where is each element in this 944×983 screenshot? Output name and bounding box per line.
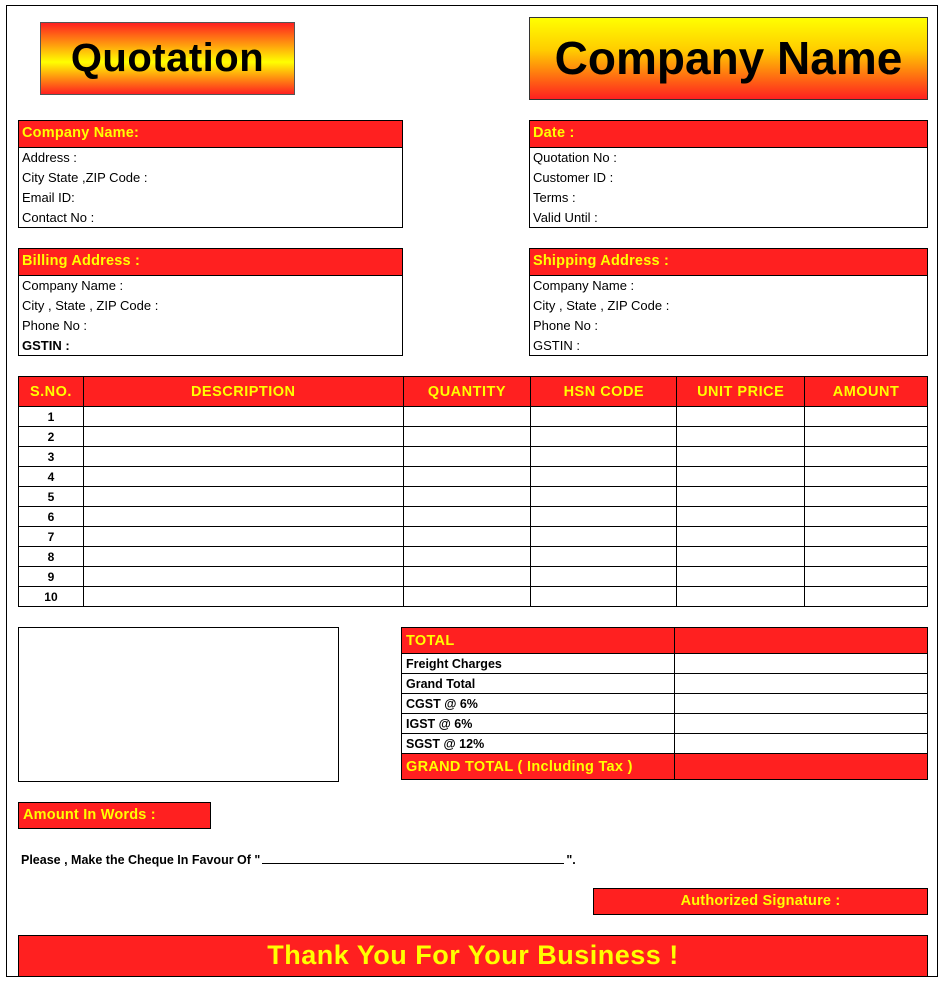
- row-sno: 1: [19, 407, 84, 427]
- row-amount[interactable]: [805, 407, 928, 427]
- row-quantity[interactable]: [403, 587, 531, 607]
- billing-company: Company Name :: [22, 278, 124, 293]
- row-description[interactable]: [83, 427, 403, 447]
- sgst-value[interactable]: [675, 734, 928, 754]
- row-description[interactable]: [83, 527, 403, 547]
- row-quantity[interactable]: [403, 447, 531, 467]
- quote-meta-box: [529, 120, 928, 228]
- seller-email: Email ID:: [22, 190, 75, 205]
- row-unit-price[interactable]: [677, 467, 805, 487]
- row-unit-price[interactable]: [677, 407, 805, 427]
- grand-total-row: [402, 674, 928, 694]
- row-unit-price[interactable]: [677, 507, 805, 527]
- grand-total-incl-tax-value[interactable]: [675, 754, 928, 780]
- row-amount[interactable]: [805, 527, 928, 547]
- freight-value[interactable]: [675, 654, 928, 674]
- total-label: TOTAL: [402, 628, 675, 654]
- row-description[interactable]: [83, 547, 403, 567]
- row-amount[interactable]: [805, 547, 928, 567]
- row-quantity[interactable]: [403, 467, 531, 487]
- date-heading: Date :: [530, 121, 927, 148]
- row-hsn-code[interactable]: [531, 567, 677, 587]
- table-row: [19, 567, 928, 587]
- company-name-title: Company Name: [529, 17, 928, 100]
- row-quantity[interactable]: [403, 427, 531, 447]
- row-hsn-code[interactable]: [531, 467, 677, 487]
- table-row: [19, 447, 928, 467]
- freight-row: [402, 654, 928, 674]
- grand-total-incl-tax-label: GRAND TOTAL ( Including Tax ): [402, 754, 675, 780]
- row-hsn-code[interactable]: [531, 507, 677, 527]
- grand-total-label: Grand Total: [402, 674, 675, 694]
- shipping-company: Company Name :: [533, 278, 635, 293]
- sgst-row: [402, 734, 928, 754]
- row-quantity[interactable]: [403, 567, 531, 587]
- row-description[interactable]: [83, 567, 403, 587]
- col-amount: AMOUNT: [805, 377, 928, 407]
- seller-city: City State ,ZIP Code :: [22, 170, 148, 185]
- shipping-gstin: GSTIN :: [533, 338, 580, 353]
- billing-city: City , State , ZIP Code :: [22, 298, 159, 313]
- col-description: DESCRIPTION: [83, 377, 403, 407]
- row-quantity[interactable]: [403, 507, 531, 527]
- billing-gstin: GSTIN :: [22, 338, 70, 353]
- seller-heading: Company Name:: [19, 121, 402, 148]
- valid-until: Valid Until :: [533, 210, 598, 225]
- row-description[interactable]: [83, 407, 403, 427]
- seller-address: Address :: [22, 150, 77, 165]
- row-sno: 10: [19, 587, 84, 607]
- customer-id: Customer ID :: [533, 170, 614, 185]
- row-amount[interactable]: [805, 507, 928, 527]
- col-sno: S.NO.: [19, 377, 84, 407]
- shipping-address-box: [529, 248, 928, 356]
- row-sno: 5: [19, 487, 84, 507]
- row-amount[interactable]: [805, 587, 928, 607]
- amount-in-words-label: Amount In Words :: [18, 802, 211, 829]
- row-sno: 2: [19, 427, 84, 447]
- total-row: [402, 628, 928, 654]
- cgst-value[interactable]: [675, 694, 928, 714]
- row-unit-price[interactable]: [677, 547, 805, 567]
- row-sno: 6: [19, 507, 84, 527]
- igst-row: [402, 714, 928, 734]
- authorized-signature-label: Authorized Signature :: [593, 888, 928, 915]
- row-amount[interactable]: [805, 427, 928, 447]
- quotation-title: Quotation: [40, 22, 295, 95]
- row-description[interactable]: [83, 467, 403, 487]
- table-row: [19, 427, 928, 447]
- col-unit-price: UNIT PRICE: [677, 377, 805, 407]
- row-hsn-code[interactable]: [531, 407, 677, 427]
- row-unit-price[interactable]: [677, 587, 805, 607]
- row-quantity[interactable]: [403, 407, 531, 427]
- row-quantity[interactable]: [403, 547, 531, 567]
- row-hsn-code[interactable]: [531, 427, 677, 447]
- row-sno: 8: [19, 547, 84, 567]
- cheque-prefix: Please , Make the Cheque In Favour Of ": [21, 853, 261, 867]
- freight-label: Freight Charges: [402, 654, 675, 674]
- col-hsn-code: HSN CODE: [531, 377, 677, 407]
- shipping-city: City , State , ZIP Code :: [533, 298, 670, 313]
- row-unit-price[interactable]: [677, 527, 805, 547]
- igst-value[interactable]: [675, 714, 928, 734]
- shipping-phone: Phone No :: [533, 318, 599, 333]
- billing-heading: Billing Address :: [19, 249, 402, 276]
- row-hsn-code[interactable]: [531, 447, 677, 467]
- igst-label: IGST @ 6%: [402, 714, 675, 734]
- cheque-line: [21, 850, 576, 870]
- table-row: [19, 547, 928, 567]
- table-row: [19, 487, 928, 507]
- row-unit-price[interactable]: [677, 427, 805, 447]
- table-row: [19, 527, 928, 547]
- terms: Terms :: [533, 190, 576, 205]
- row-amount[interactable]: [805, 447, 928, 467]
- row-hsn-code[interactable]: [531, 587, 677, 607]
- row-sno: 7: [19, 527, 84, 547]
- row-description[interactable]: [83, 507, 403, 527]
- seller-info-box: [18, 120, 403, 228]
- billing-address-box: [18, 248, 403, 356]
- cgst-row: [402, 694, 928, 714]
- row-sno: 9: [19, 567, 84, 587]
- row-hsn-code[interactable]: [531, 527, 677, 547]
- sgst-label: SGST @ 12%: [402, 734, 675, 754]
- row-unit-price[interactable]: [677, 447, 805, 467]
- row-hsn-code[interactable]: [531, 547, 677, 567]
- billing-phone: Phone No :: [22, 318, 88, 333]
- cheque-suffix: ".: [566, 853, 576, 867]
- row-description[interactable]: [83, 587, 403, 607]
- quotation-no: Quotation No :: [533, 150, 617, 165]
- row-amount[interactable]: [805, 487, 928, 507]
- row-hsn-code[interactable]: [531, 487, 677, 507]
- items-header-row: [19, 377, 928, 407]
- col-quantity: QUANTITY: [403, 377, 531, 407]
- grand-total-incl-tax-row: [402, 754, 928, 780]
- row-amount[interactable]: [805, 467, 928, 487]
- shipping-heading: Shipping Address :: [530, 249, 927, 276]
- thank-you-banner: Thank You For Your Business !: [18, 935, 928, 977]
- row-amount[interactable]: [805, 567, 928, 587]
- row-unit-price[interactable]: [677, 487, 805, 507]
- table-row: [19, 587, 928, 607]
- payee-blank[interactable]: [262, 851, 564, 864]
- row-quantity[interactable]: [403, 527, 531, 547]
- total-value[interactable]: [675, 628, 928, 654]
- seller-contact: Contact No :: [22, 210, 95, 225]
- totals-table: [401, 627, 928, 780]
- row-sno: 3: [19, 447, 84, 467]
- table-row: [19, 507, 928, 527]
- row-unit-price[interactable]: [677, 567, 805, 587]
- row-sno: 4: [19, 467, 84, 487]
- table-row: [19, 407, 928, 427]
- items-table: [18, 376, 928, 607]
- cgst-label: CGST @ 6%: [402, 694, 675, 714]
- table-row: [19, 467, 928, 487]
- notes-box[interactable]: [18, 627, 339, 782]
- grand-total-value[interactable]: [675, 674, 928, 694]
- row-quantity[interactable]: [403, 487, 531, 507]
- row-description[interactable]: [83, 447, 403, 467]
- row-description[interactable]: [83, 487, 403, 507]
